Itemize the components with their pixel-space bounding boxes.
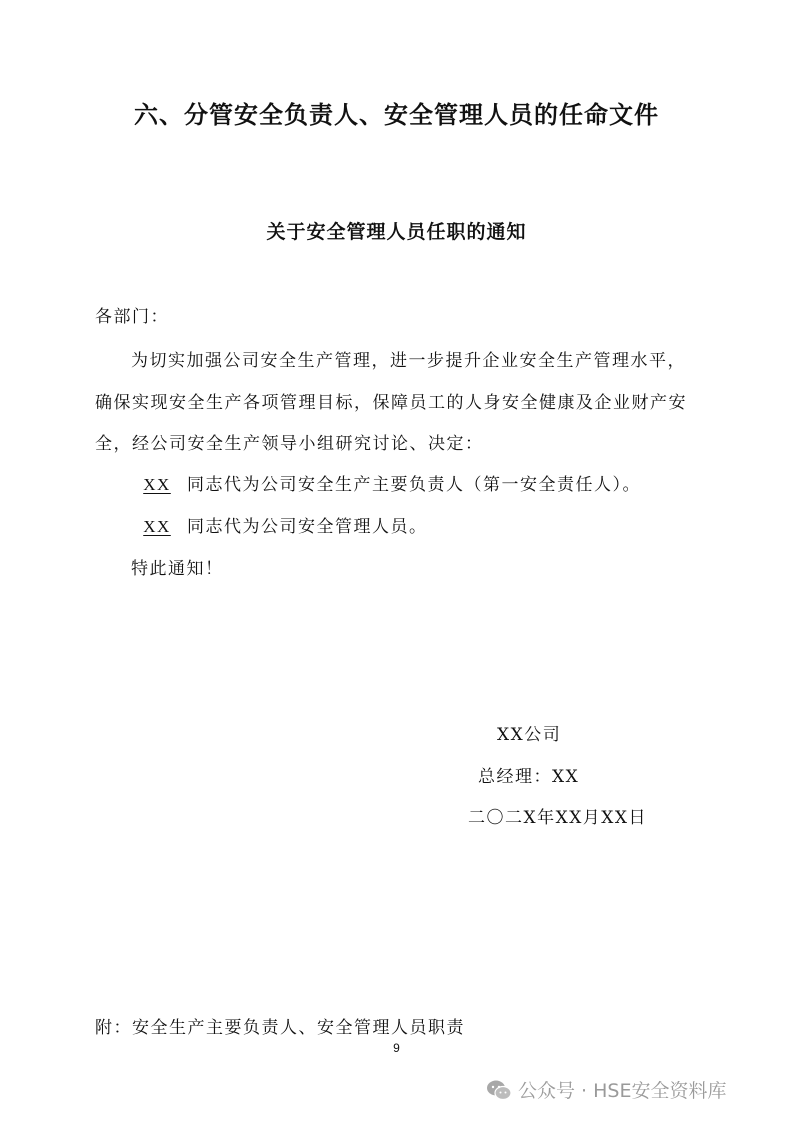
paragraph-line-1: 为切实加强公司安全生产管理，进一步提升企业安全生产管理水平， bbox=[131, 351, 686, 371]
appointment-1 bbox=[131, 470, 641, 495]
signature-company: XX公司 bbox=[497, 725, 562, 745]
closing-text: 特此通知！ bbox=[131, 559, 224, 579]
salutation: 各部门： bbox=[95, 307, 169, 327]
appointee-name-2: XX bbox=[143, 517, 171, 536]
appointment-1-text: 同志代为公司安全生产主要负责人（第一安全责任人）。 bbox=[187, 475, 641, 495]
paragraph-line-2: 确保实现安全生产各项管理目标，保障员工的人身安全健康及企业财产安 bbox=[95, 393, 687, 413]
appointee-name-1: XX bbox=[143, 475, 171, 494]
notice-title: 关于安全管理人员任职的通知 bbox=[266, 221, 527, 243]
page-number: 9 bbox=[393, 1041, 400, 1055]
appointment-2 bbox=[131, 512, 428, 537]
watermark-text: 公众号 · HSE安全资料库 bbox=[518, 1080, 727, 1102]
paragraph-line-3: 全，经公司安全生产领导小组研究讨论、决定： bbox=[95, 434, 484, 454]
appointment-2-text: 同志代为公司安全管理人员。 bbox=[187, 517, 428, 537]
watermark bbox=[486, 1076, 726, 1103]
signature-date: 二〇二X年XX月XX日 bbox=[468, 808, 648, 828]
wechat-icon bbox=[486, 1079, 512, 1101]
section-heading: 六、分管安全负责人、安全管理人员的任命文件 bbox=[134, 100, 659, 129]
signature-general-manager: 总经理：XX bbox=[478, 767, 580, 787]
attachment-note: 附：安全生产主要负责人、安全管理人员职责 bbox=[95, 1018, 465, 1038]
